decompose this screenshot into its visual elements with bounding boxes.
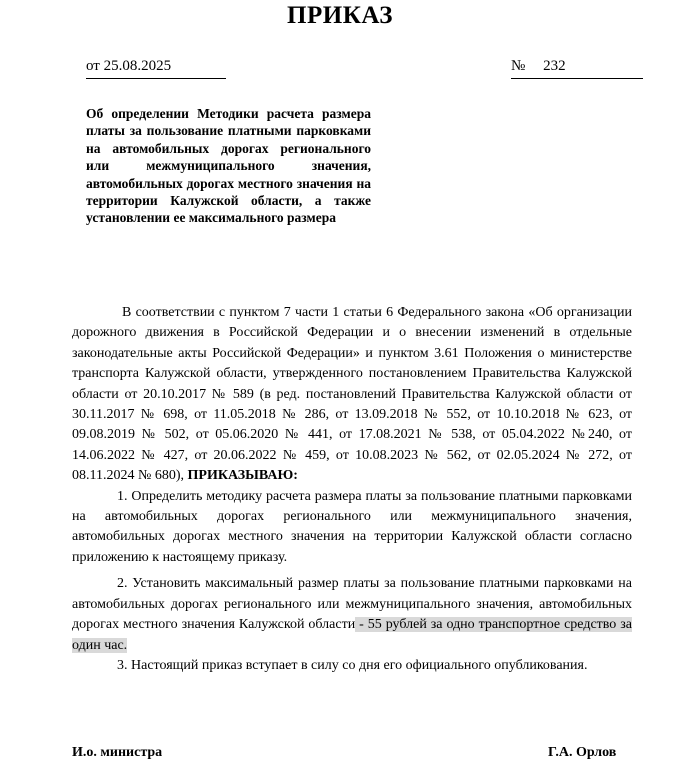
preamble-text: В соответствии с пунктом 7 части 1 статьи 6 Федерального закона «Об организации дорожного движения в Российской Федерации и о внесении изменений в отдельные законодательные акты Российской Федерации» и пунктом 3.61 Положения о министерстве транспорта Калужской области, утвержденного постановлением Правительства Калужской области от 20.10.2017 № 589 (в ред. постановлений Правительства Калужской области от 30.11.2017 № 698, от 11.05.2018 № 286, от 13.09.2018 № 552, от 10.10.2018 № 623, от 09.08.2019 № 502, от 05.06.2020 № 441, от 17.08.2021 № 538, от 05.04.2022 №240, от 14.06.2022 № 427, от 20.06.2022 № 459, от 10.08.2023 № 562, от 02.05.2024 № 272, от 08.11.2024 № 680), xyxy=(72,305,632,484)
order-number-line xyxy=(511,58,643,79)
item-3-paragraph: 3. Настоящий приказ вступает в силу со дня его официального опубликования. xyxy=(117,657,588,673)
order-word: ПРИКАЗЫВАЮ: xyxy=(187,468,298,484)
date-prefix: от xyxy=(86,58,100,74)
order-number: 232 xyxy=(543,58,566,74)
order-date-line xyxy=(86,58,226,79)
number-sign: № xyxy=(511,58,526,74)
item-2-text: 2. Установить максимальный размер платы за пользование платными парковками на автомобильных дорогах регионального или межмуниципального значения, автомобильных дорогах местного значения Калужской области xyxy=(72,576,632,633)
preamble-paragraph xyxy=(72,303,632,487)
order-date: 25.08.2025 xyxy=(103,58,172,74)
item-2-paragraph xyxy=(72,574,632,656)
order-body xyxy=(72,303,632,676)
item-2-highlighted-text: - 55 рублей за одно транспортное средство за один час. xyxy=(72,617,633,653)
order-subject: Об определении Методики расчета размера платы за пользование платными парковками на автомобильных дорогах регионального или межмуниципального значения, автомобильных дорогах местного значения на территории Калужской области, а также установлении ее максимального размера xyxy=(86,106,371,226)
signer-position: И.о. министра xyxy=(72,745,163,760)
signer-name: Г.А. Орлов xyxy=(548,745,617,760)
item-1-paragraph: 1. Определить методику расчета размера платы за пользование платными парковками на автомобильных дорогах регионального или межмуниципального значения, автомобильных дорогах местного значения на территории Калужской области согласно приложению к настоящему приказу. xyxy=(72,488,632,565)
document-title: ПРИКАЗ xyxy=(287,2,393,29)
